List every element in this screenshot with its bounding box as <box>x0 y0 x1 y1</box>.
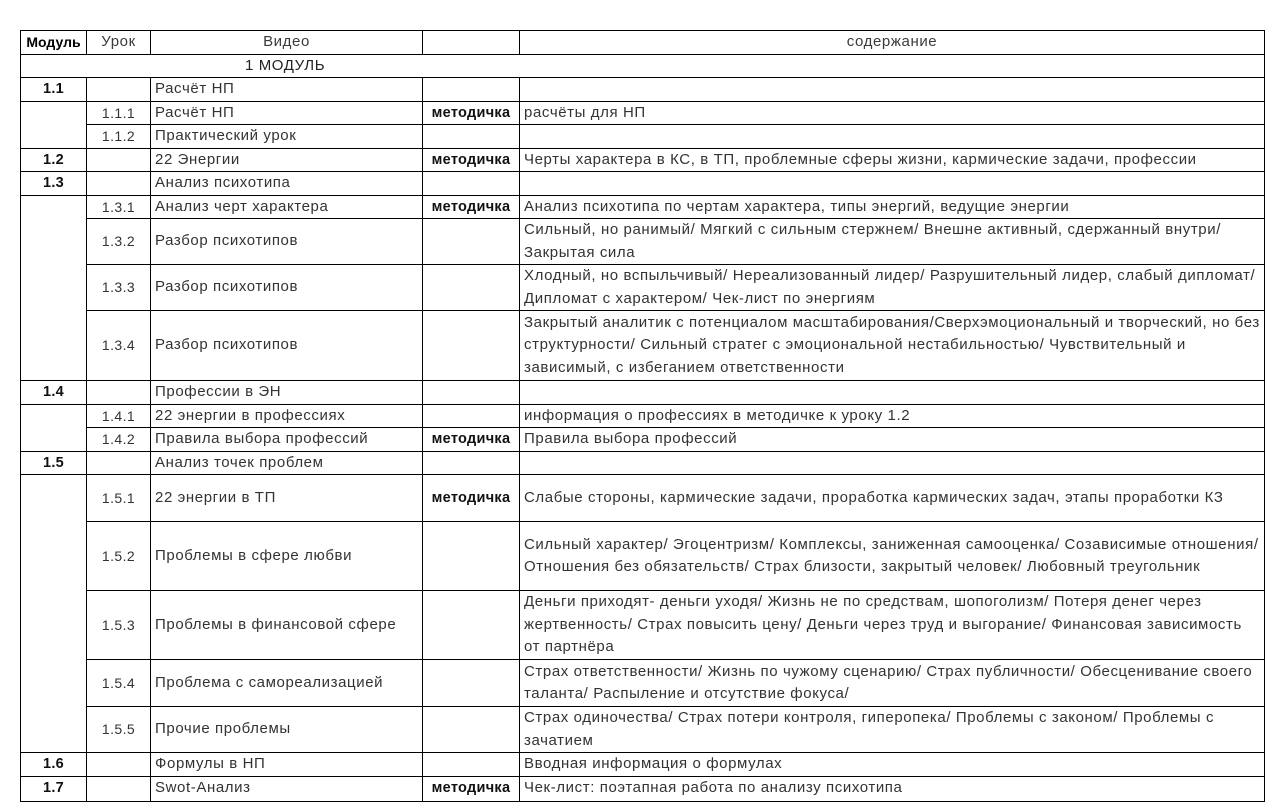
table-row <box>21 707 1265 753</box>
content-cell <box>520 78 1265 102</box>
lesson-cell: 1.5.4 <box>87 660 151 707</box>
material-cell <box>423 381 520 405</box>
lesson-cell: 1.3.3 <box>87 265 151 311</box>
table-row <box>21 195 1265 219</box>
module-cell-merged <box>21 475 87 753</box>
lesson-cell <box>87 78 151 102</box>
lesson-cell: 1.4.2 <box>87 428 151 452</box>
material-cell: методичка <box>423 195 520 219</box>
content-cell: информация о профессиях в методичке к уроку 1.2 <box>520 404 1265 428</box>
material-cell <box>423 219 520 265</box>
section-row <box>21 54 1265 78</box>
header-content: содержание <box>520 31 1265 55</box>
material-cell <box>423 707 520 753</box>
material-cell <box>423 311 520 381</box>
lesson-cell: 1.3.2 <box>87 219 151 265</box>
header-module: Модуль <box>21 31 87 55</box>
video-cell: Правила выбора профессий <box>151 428 423 452</box>
material-cell <box>423 451 520 475</box>
lesson-cell: 1.3.4 <box>87 311 151 381</box>
content-cell: Сильный, но ранимый/ Мягкий с сильным стержнем/ Внешне активный, сдержанный внутри/ Закрытая сила <box>520 219 1265 265</box>
video-cell: Профессии в ЭН <box>151 381 423 405</box>
material-cell <box>423 522 520 591</box>
lesson-cell <box>87 753 151 777</box>
content-cell: Хлодный, но вспыльчивый/ Нереализованный лидер/ Разрушительный лидер, слабый дипломат/ Дипломат с характером/ Чек-лист по энергиям <box>520 265 1265 311</box>
table-row <box>21 522 1265 591</box>
material-cell <box>423 265 520 311</box>
module-cell: 1.7 <box>21 776 87 801</box>
material-cell <box>423 591 520 660</box>
table-row <box>21 381 1265 405</box>
lesson-cell <box>87 776 151 801</box>
video-cell: Разбор психотипов <box>151 311 423 381</box>
lesson-cell <box>87 148 151 172</box>
content-cell: Чек-лист: поэтапная работа по анализу психотипа <box>520 776 1265 801</box>
video-cell: Swot-Анализ <box>151 776 423 801</box>
module-cell: 1.5 <box>21 451 87 475</box>
module-cell: 1.2 <box>21 148 87 172</box>
table-row <box>21 78 1265 102</box>
material-cell <box>423 125 520 149</box>
table-row <box>21 125 1265 149</box>
content-cell: Вводная информация о формулах <box>520 753 1265 777</box>
module-cell: 1.1 <box>21 78 87 102</box>
video-cell: Проблема с самореализацией <box>151 660 423 707</box>
table-row <box>21 428 1265 452</box>
module-cell-merged <box>21 101 87 148</box>
content-cell: Закрытый аналитик с потенциалом масштабирования/Сверхэмоциональный и творческий, но без структурности/ Сильный стратег с эмоциональной нестабильностью/ Чувствительный и зависимый, с избеганием ответственности <box>520 311 1265 381</box>
video-cell: Проблемы в финансовой сфере <box>151 591 423 660</box>
header-lesson: Урок <box>87 31 151 55</box>
table-row <box>21 475 1265 522</box>
content-cell: Слабые стороны, кармические задачи, проработка кармических задач, этапы проработки КЗ <box>520 475 1265 522</box>
content-cell: Черты характера в КС, в ТП, проблемные сферы жизни, кармические задачи, профессии <box>520 148 1265 172</box>
curriculum-table <box>20 30 1265 802</box>
module-cell-merged <box>21 195 87 381</box>
video-cell: Расчёт НП <box>151 101 423 125</box>
table-row <box>21 172 1265 196</box>
table-row <box>21 451 1265 475</box>
lesson-cell <box>87 381 151 405</box>
video-cell: 22 Энергии <box>151 148 423 172</box>
material-cell <box>423 660 520 707</box>
table-row <box>21 265 1265 311</box>
video-cell: Прочие проблемы <box>151 707 423 753</box>
video-cell: 22 энергии в профессиях <box>151 404 423 428</box>
module-cell: 1.6 <box>21 753 87 777</box>
video-cell: Анализ точек проблем <box>151 451 423 475</box>
table-row <box>21 591 1265 660</box>
content-cell: Деньги приходят- деньги уходя/ Жизнь не по средствам, шопоголизм/ Потеря денег через жертвенность/ Страх повысить цену/ Деньги через труд и выгорание/ Финансовая зависимость от партнёра <box>520 591 1265 660</box>
lesson-cell <box>87 172 151 196</box>
video-cell: Анализ черт характера <box>151 195 423 219</box>
content-cell <box>520 381 1265 405</box>
content-cell: расчёты для НП <box>520 101 1265 125</box>
material-cell: методичка <box>423 148 520 172</box>
video-cell: Практический урок <box>151 125 423 149</box>
video-cell: Проблемы в сфере любви <box>151 522 423 591</box>
table-row <box>21 219 1265 265</box>
table-row <box>21 148 1265 172</box>
content-cell <box>520 172 1265 196</box>
section-title: 1 МОДУЛЬ <box>21 54 1265 78</box>
lesson-cell <box>87 451 151 475</box>
table-row <box>21 101 1265 125</box>
video-cell: Формулы в НП <box>151 753 423 777</box>
content-cell: Правила выбора профессий <box>520 428 1265 452</box>
material-cell <box>423 172 520 196</box>
content-cell: Анализ психотипа по чертам характера, типы энергий, ведущие энергии <box>520 195 1265 219</box>
table-row <box>21 753 1265 777</box>
material-cell: методичка <box>423 428 520 452</box>
module-cell: 1.3 <box>21 172 87 196</box>
video-cell: Расчёт НП <box>151 78 423 102</box>
lesson-cell: 1.5.3 <box>87 591 151 660</box>
content-cell: Страх ответственности/ Жизнь по чужому сценарию/ Страх публичности/ Обесценивание своего таланта/ Распыление и отсутствие фокуса/ <box>520 660 1265 707</box>
header-row <box>21 31 1265 55</box>
table-row <box>21 404 1265 428</box>
lesson-cell: 1.3.1 <box>87 195 151 219</box>
material-cell <box>423 78 520 102</box>
lesson-cell: 1.4.1 <box>87 404 151 428</box>
content-cell: Сильный характер/ Эгоцентризм/ Комплексы, заниженная самооценка/ Созависимые отношения/ Отношения без обязательств/ Страх близости, закрытый человек/ Любовный треугольник <box>520 522 1265 591</box>
lesson-cell: 1.5.1 <box>87 475 151 522</box>
table-row <box>21 776 1265 801</box>
material-cell <box>423 753 520 777</box>
video-cell: Разбор психотипов <box>151 219 423 265</box>
lesson-cell: 1.1.1 <box>87 101 151 125</box>
material-cell <box>423 404 520 428</box>
header-video: Видео <box>151 31 423 55</box>
material-cell: методичка <box>423 475 520 522</box>
lesson-cell: 1.5.2 <box>87 522 151 591</box>
table-row <box>21 660 1265 707</box>
content-cell <box>520 125 1265 149</box>
material-cell: методичка <box>423 101 520 125</box>
module-cell-merged <box>21 404 87 451</box>
material-cell: методичка <box>423 776 520 801</box>
content-cell: Страх одиночества/ Страх потери контроля, гиперопека/ Проблемы с законом/ Проблемы с зачатием <box>520 707 1265 753</box>
lesson-cell: 1.5.5 <box>87 707 151 753</box>
table-row <box>21 311 1265 381</box>
header-material <box>423 31 520 55</box>
video-cell: 22 энергии в ТП <box>151 475 423 522</box>
video-cell: Разбор психотипов <box>151 265 423 311</box>
module-cell: 1.4 <box>21 381 87 405</box>
lesson-cell: 1.1.2 <box>87 125 151 149</box>
content-cell <box>520 451 1265 475</box>
video-cell: Анализ психотипа <box>151 172 423 196</box>
